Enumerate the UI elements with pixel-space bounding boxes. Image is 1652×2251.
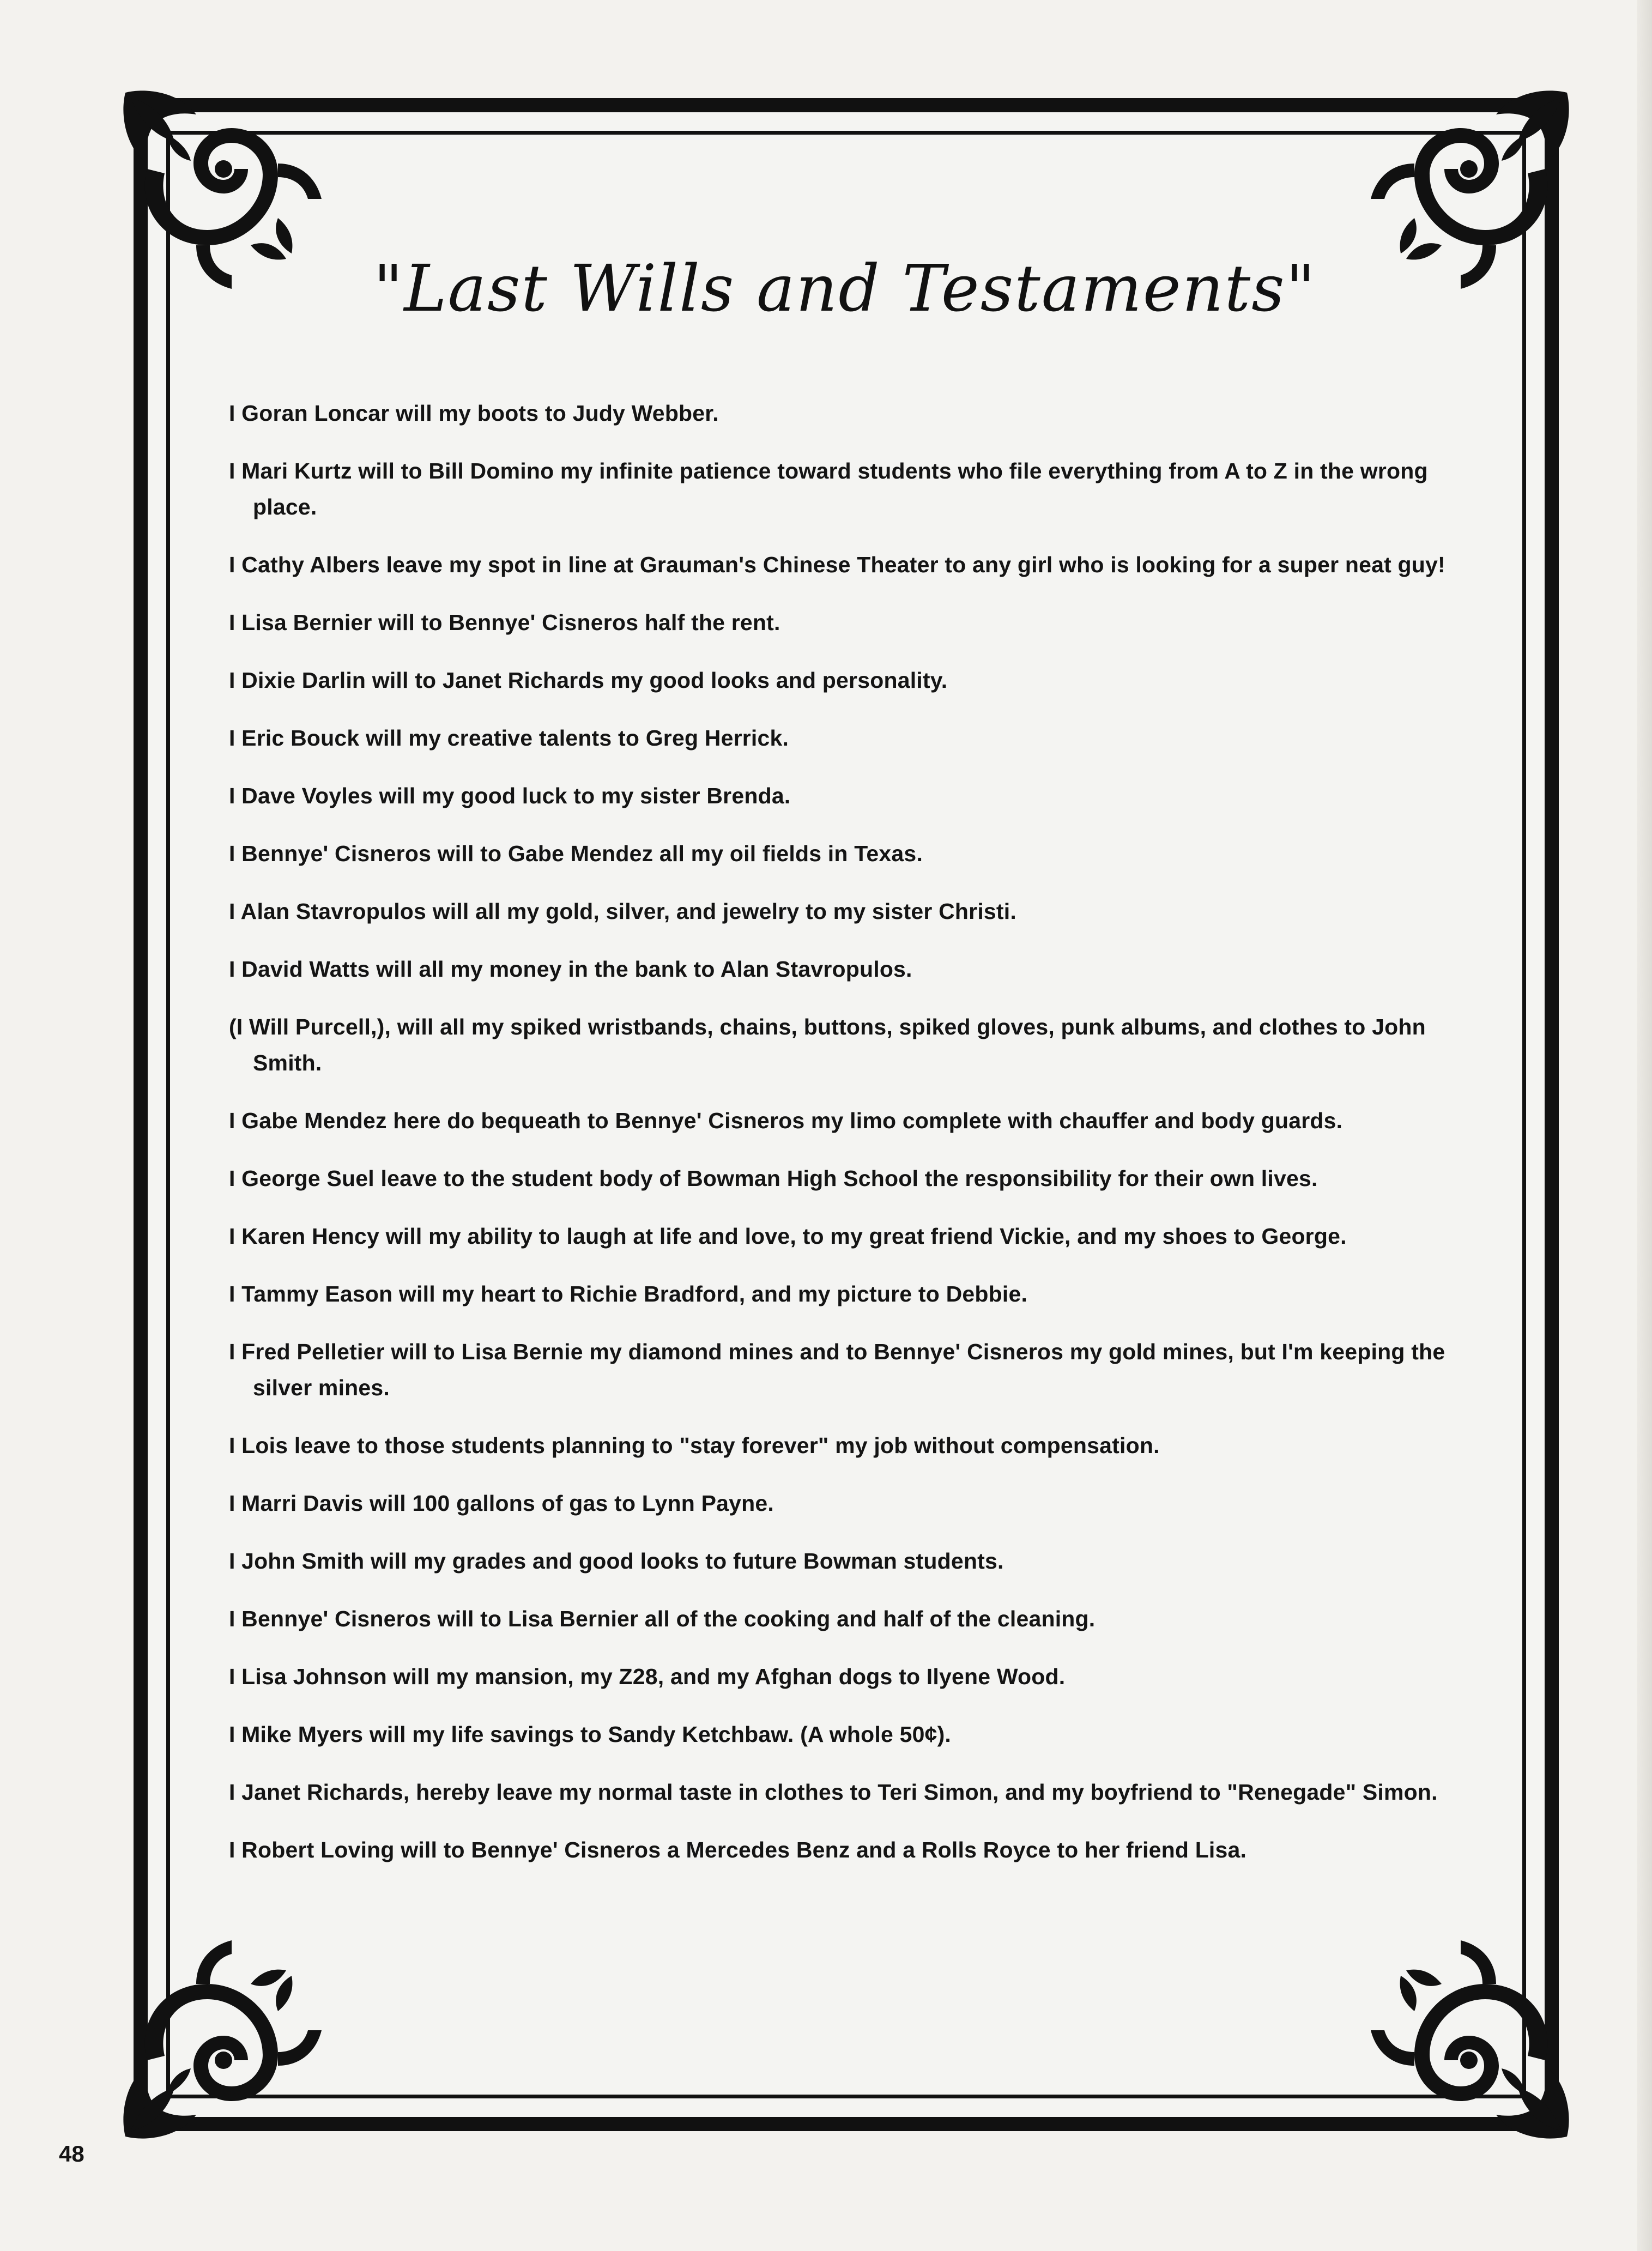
- page-title: "Last Wills and Testaments": [373, 251, 1317, 326]
- will-entry: I Lisa Johnson will my mansion, my Z28, and my Afghan dogs to Ilyene Wood.: [229, 1664, 1066, 1689]
- ornamental-corner-icon: [1360, 1929, 1578, 2147]
- binding-edge: [1637, 0, 1652, 2251]
- will-entry: I Marri Davis will 100 gallons of gas to Lynn Payne.: [229, 1491, 774, 1516]
- will-entry: I Tammy Eason will my heart to Richie Bradford, and my picture to Debbie.: [229, 1281, 1028, 1306]
- will-entry: I Cathy Albers leave my spot in line at Grauman's Chinese Theater to any girl who is looking for a super neat guy!: [229, 552, 1445, 577]
- will-entry: I Fred Pelletier will to Lisa Bernie my diamond mines and to Bennye' Cisneros my gold mines, but I'm keeping the silver mines.: [229, 1339, 1445, 1400]
- will-entry: I Janet Richards, hereby leave my normal taste in clothes to Teri Simon, and my boyfriend to "Renegade" Simon.: [229, 1780, 1438, 1805]
- will-entry: I John Smith will my grades and good looks to future Bowman students.: [229, 1548, 1004, 1574]
- will-entry: I George Suel leave to the student body of Bowman High School the responsibility for their own lives.: [229, 1166, 1318, 1191]
- will-entry: I Mari Kurtz will to Bill Domino my infinite patience toward students who file everything from A to Z in the wrong place.: [229, 458, 1428, 519]
- will-entry: I Dixie Darlin will to Janet Richards my good looks and personality.: [229, 668, 948, 693]
- will-entry: I Robert Loving will to Bennye' Cisneros a Mercedes Benz and a Rolls Royce to her friend Lisa.: [229, 1837, 1247, 1862]
- wills-list: [229, 395, 1482, 1890]
- will-entry: (I Will Purcell,), will all my spiked wristbands, chains, buttons, spiked gloves, punk albums, and clothes to John Smith.: [229, 1014, 1426, 1075]
- will-entry: I Eric Bouck will my creative talents to Greg Herrick.: [229, 725, 789, 751]
- ornamental-corner-icon: [114, 1929, 332, 2147]
- will-entry: I Bennye' Cisneros will to Gabe Mendez all my oil fields in Texas.: [229, 841, 923, 866]
- will-entry: I Goran Loncar will my boots to Judy Webber.: [229, 401, 719, 426]
- will-entry: I Dave Voyles will my good luck to my sister Brenda.: [229, 783, 791, 808]
- will-entry: I Gabe Mendez here do bequeath to Bennye' Cisneros my limo complete with chauffer and body guards.: [229, 1108, 1343, 1133]
- will-entry: I Lisa Bernier will to Bennye' Cisneros half the rent.: [229, 610, 780, 635]
- will-entry: I Karen Hency will my ability to laugh at life and love, to my great friend Vickie, and my shoes to George.: [229, 1224, 1347, 1249]
- will-entry: I David Watts will all my money in the bank to Alan Stavropulos.: [229, 957, 912, 982]
- will-entry: I Lois leave to those students planning to "stay forever" my job without compensation.: [229, 1433, 1160, 1458]
- will-entry: I Mike Myers will my life savings to Sandy Ketchbaw. (A whole 50¢).: [229, 1722, 952, 1747]
- page-number: 48: [59, 2141, 84, 2167]
- will-entry: I Alan Stavropulos will all my gold, silver, and jewelry to my sister Christi.: [229, 899, 1016, 924]
- will-entry: I Bennye' Cisneros will to Lisa Bernier all of the cooking and half of the cleaning.: [229, 1606, 1096, 1631]
